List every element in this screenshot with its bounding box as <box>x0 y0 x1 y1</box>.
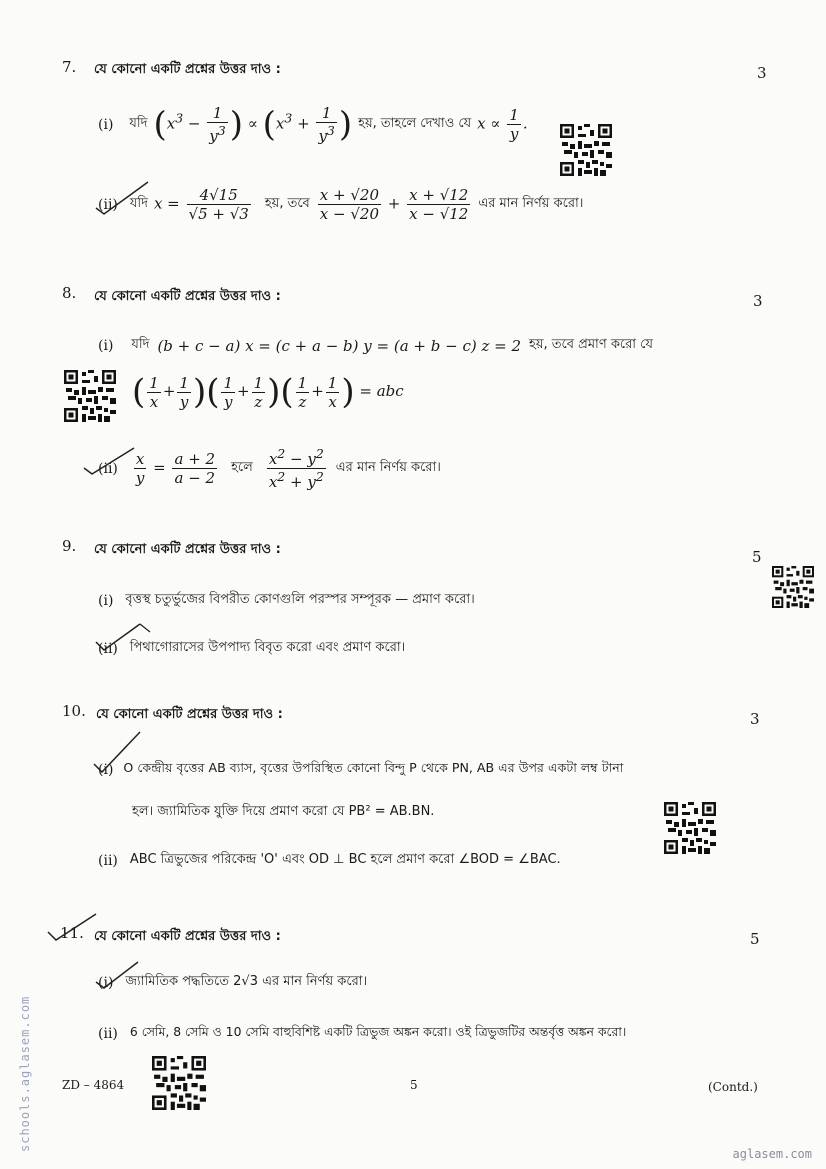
checkmark-icon <box>80 442 140 482</box>
q9-marks: 5 <box>752 548 762 566</box>
q10-i-line2: হল। জ্যামিতিক যুক্তি দিয়ে প্রমাণ করো যে PB² = AB.BN. <box>132 804 435 819</box>
q8-ii-row <box>98 446 441 491</box>
q7-heading: যে কোনো একটি প্রশ্নের উত্তর দাও : <box>94 62 281 77</box>
q7-i-expression: ($x^3$ − $\frac{1}{y^3}$ ) ∝ ($x^3$ + $\frac{1}{y^3}$ ) <box>153 104 353 145</box>
q8-ii-mid: হলে <box>231 460 253 475</box>
continued-label: (Contd.) <box>708 1080 758 1094</box>
q9-i-label: (i) <box>98 592 114 609</box>
q8-ii-suffix: এর মান নির্ণয় করো। <box>335 460 441 475</box>
q7-ii-mid: হয়, তবে <box>264 196 310 211</box>
q11-heading: যে কোনো একটি প্রশ্নের উত্তর দাও : <box>94 929 281 944</box>
paper-code: ZD – 4864 <box>62 1078 125 1092</box>
q9-number: 9. <box>62 537 77 555</box>
q10-ii-row <box>98 850 561 871</box>
q10-i-row <box>98 760 623 780</box>
q7-i-row <box>98 104 528 145</box>
q8-number: 8. <box>62 284 77 302</box>
q10-ii-label: (ii) <box>98 852 118 869</box>
q8-i-condition: (b + c − a) x = (c + a − b) y = (a + b − c) z = 2 <box>157 336 522 355</box>
q8-ii-target: $\frac{x^2 - y^2}{x^2 + y^2}$ <box>268 446 324 491</box>
q11-number: 11. <box>60 924 84 942</box>
q11-ii-label: (ii) <box>98 1026 118 1042</box>
q7-i-result: x ∝ $\frac{1}{y}$ . <box>477 106 528 143</box>
checkmark-icon <box>92 956 152 996</box>
checkmark-icon <box>92 620 162 660</box>
q7-ii-target: $\frac{x + √20}{x - √20}$ + $\frac{x + √12}{x - √12}$ <box>319 186 469 223</box>
q8-ii-given: $\frac{x}{y}$ = $\frac{a + 2}{a - 2}$ <box>135 450 216 487</box>
qr-code-icon <box>64 370 116 422</box>
q10-heading: যে কোনো একটি প্রশ্নের উত্তর দাও : <box>96 707 283 722</box>
q10-ii-text: ABC ত্রিভুজের পরিকেন্দ্র 'O' এবং OD ⊥ BC হলে প্রমাণ করো ∠BOD = ∠BAC. <box>129 852 561 867</box>
q7-i-label: (i) <box>98 116 114 133</box>
q11-i-label: (i) <box>98 974 114 991</box>
q7-number: 7. <box>62 58 77 76</box>
q7-ii-row <box>98 186 583 223</box>
q10-marks: 3 <box>750 710 760 728</box>
q8-i-prefix: যদি <box>131 337 150 352</box>
q7-ii-label: (ii) <box>98 196 118 213</box>
q8-heading: যে কোনো একটি প্রশ্নের উত্তর দাও : <box>94 289 281 304</box>
qr-code-icon <box>772 566 814 608</box>
q7-ii-expression: x = $\frac{4√15}{√5 + √3}$ <box>153 186 249 223</box>
q11-i-text: জ্যামিতিক পদ্ধতিতে 2√3 এর মান নির্ণয় করো। <box>125 974 368 989</box>
page-number: 5 <box>410 1078 418 1092</box>
q7-marks: 3 <box>757 64 767 82</box>
q11-marks: 5 <box>750 930 760 948</box>
q7-i-prefix: যদি <box>129 116 148 131</box>
q8-marks: 3 <box>753 292 763 310</box>
q10-i-label: (i) <box>98 762 114 778</box>
qr-code-icon <box>560 124 612 176</box>
checkmark-icon <box>92 178 152 218</box>
q10-number: 10. <box>62 702 86 720</box>
checkmark-icon <box>88 728 148 778</box>
q9-ii-label: (ii) <box>98 640 118 657</box>
checkmark-icon <box>44 908 104 948</box>
q9-i-text: বৃত্তস্থ চতুর্ভুজের বিপরীত কোণগুলি পরস্পর সম্পূরক — প্রমাণ করো। <box>125 592 475 607</box>
qr-code-icon <box>152 1056 206 1110</box>
q11-ii-text: 6 সেমি, 8 সেমি ও 10 সেমি বাহুবিশিষ্ট একটি ত্রিভুজ অঙ্কন করো। ওই ত্রিভুজটির অন্তর্বৃত্ত অঙ্কন করো। <box>129 1024 627 1039</box>
q9-i-row <box>98 590 475 611</box>
side-watermark: schools.aglasem.com <box>18 995 32 1152</box>
q8-ii-label: (ii) <box>98 460 118 477</box>
q8-i-label: (i) <box>98 337 114 354</box>
q9-ii-text: পিথাগোরাসের উপপাদ্য বিবৃত করো এবং প্রমাণ করো। <box>129 640 406 655</box>
corner-watermark: aglasem.com <box>732 1147 812 1161</box>
q8-i-mid: হয়, তবে প্রমাণ করো যে <box>529 337 653 352</box>
q10-i-line1: O কেন্দ্রীয় বৃত্তের AB ব্যাস, বৃত্তের উপরিস্থিত কোনো বিন্দু P থেকে PN, AB এর উপর একটা লম্ব টানা <box>123 760 624 775</box>
q9-heading: যে কোনো একটি প্রশ্নের উত্তর দাও : <box>94 542 281 557</box>
qr-code-icon <box>664 802 716 854</box>
q7-ii-prefix: যদি <box>129 196 148 211</box>
q11-ii-row <box>98 1024 626 1044</box>
q7-i-mid: হয়, তাহলে দেখাও যে <box>358 116 472 131</box>
q7-ii-suffix: এর মান নির্ণয় করো। <box>478 196 584 211</box>
q8-i-row <box>98 335 653 356</box>
q8-i-proof-expression: ( $\frac{1}{x}$ + $\frac{1}{y}$ )( $\frac{1}{y}$ + $\frac{1}{z}$ )( $\frac{1}{z}$ + $\frac{1}{x}$ ) = abc <box>132 372 404 412</box>
